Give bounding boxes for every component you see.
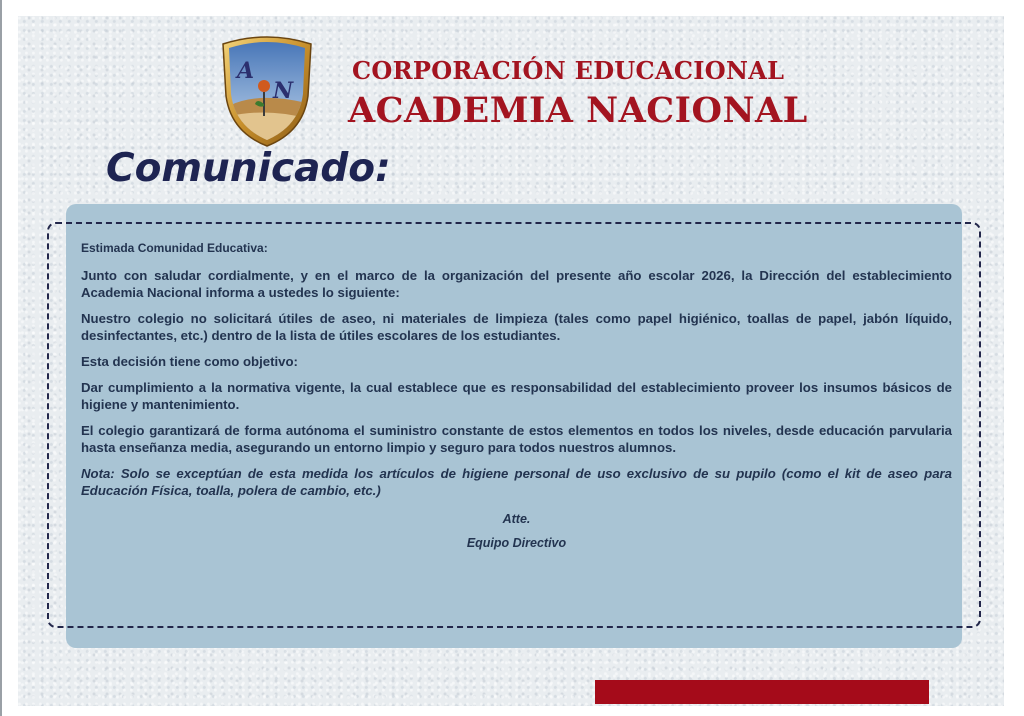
paragraph-intro: Junto con saludar cordialmente, y en el marco de la organización del presente año escolar 2026, la Dirección del establecimiento Academia Nacional informa a ustedes lo siguiente: [81,268,952,300]
page-edge [0,0,2,716]
paragraph-policy: Nuestro colegio no solicitará útiles de aseo, ni materiales de limpieza (tales como papel higiénico, toallas de papel, jabón líquido, desinfectantes, etc.) dentro de la lista de útiles escolares de los estudiantes. [81,311,952,343]
letter-body [81,240,952,552]
signature: Equipo Directivo [466,536,567,550]
school-name: ACADEMIA NACIONAL [348,90,808,131]
corporation-title: CORPORACIÓN EDUCACIONAL [352,56,785,85]
paragraph-objective: Esta decisión tiene como objetivo: [81,354,298,369]
school-crest-icon [215,34,319,148]
paragraph-regulation: Dar cumplimiento a la normativa vigente, la cual establece que es responsabilidad del establecimiento proveer los insumos básicos de higiene y mantenimiento. [81,380,952,412]
note: Nota: Solo se exceptúan de esta medida los artículos de higiene personal de uso exclusivo de su pupilo (como el kit de aseo para Educación Física, toalla, polera de cambio, etc.) [81,466,952,498]
crest-letter-a: A [237,58,255,84]
closing: Atte. [502,512,531,526]
footer-bar [595,680,929,704]
paragraph-guarantee: El colegio garantizará de forma autónoma el suministro constante de estos elementos en todos los niveles, desde educación parvularia hasta enseñanza media, asegurando un entorno limpio y seguro para todos nuestros alumnos. [81,423,952,455]
crest-letter-n: N [273,78,294,104]
page-title: Comunicado: [106,146,391,191]
greeting: Estimada Comunidad Educativa: [81,241,268,255]
